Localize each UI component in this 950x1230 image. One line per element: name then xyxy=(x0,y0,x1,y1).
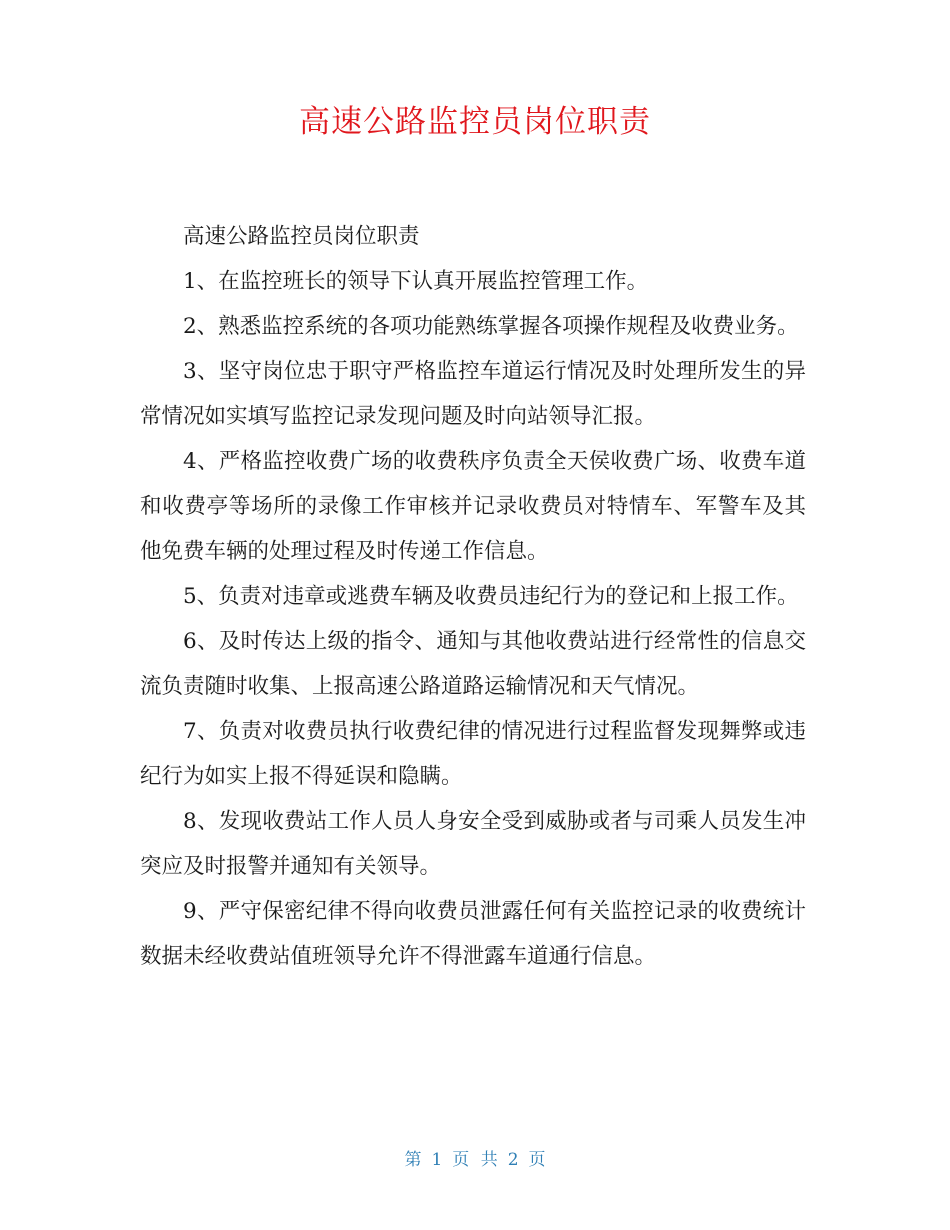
paragraph-item-4: 4、严格监控收费广场的收费秩序负责全天侯收费广场、收费车道和收费亭等场所的录像工作审核并记录收费员对特情车、军警车及其他免费车辆的处理过程及时传递工作信息。 xyxy=(140,449,806,564)
footer-middle: 页 共 xyxy=(452,1150,498,1170)
footer-prefix: 第 xyxy=(404,1150,422,1170)
paragraph-item-8: 8、发现收费站工作人员人身安全受到威胁或者与司乘人员发生冲突应及时报警并通知有关领导。 xyxy=(140,809,806,879)
paragraph-item-1: 1、在监控班长的领导下认真开展监控管理工作。 xyxy=(183,269,649,294)
footer-total-pages: 2 xyxy=(507,1150,519,1170)
paragraph-item-5: 5、负责对违章或逃费车辆及收费员违纪行为的登记和上报工作。 xyxy=(183,584,799,609)
paragraph-item-7: 7、负责对收费员执行收费纪律的情况进行过程监督发现舞弊或违纪行为如实上报不得延误和隐瞒。 xyxy=(140,719,806,789)
paragraph-item-3: 3、坚守岗位忠于职守严格监控车道运行情况及时处理所发生的异常情况如实填写监控记录发现问题及时向站领导汇报。 xyxy=(140,359,806,429)
paragraph-item-2: 2、熟悉监控系统的各项功能熟练掌握各项操作规程及收费业务。 xyxy=(183,314,799,339)
paragraph-heading: 高速公路监控员岗位职责 xyxy=(183,224,420,249)
footer-suffix: 页 xyxy=(528,1150,546,1170)
paragraph-item-9: 9、严守保密纪律不得向收费员泄露任何有关监控记录的收费统计数据未经收费站值班领导允许不得泄露车道通行信息。 xyxy=(140,899,806,969)
document-title: 高速公路监控员岗位职责 xyxy=(299,104,651,140)
document-body xyxy=(140,214,806,979)
footer-current-page: 1 xyxy=(431,1150,443,1170)
page-number-footer xyxy=(0,1148,950,1172)
paragraph-item-6: 6、及时传达上级的指令、通知与其他收费站进行经常性的信息交流负责随时收集、上报高速公路道路运输情况和天气情况。 xyxy=(140,629,806,699)
